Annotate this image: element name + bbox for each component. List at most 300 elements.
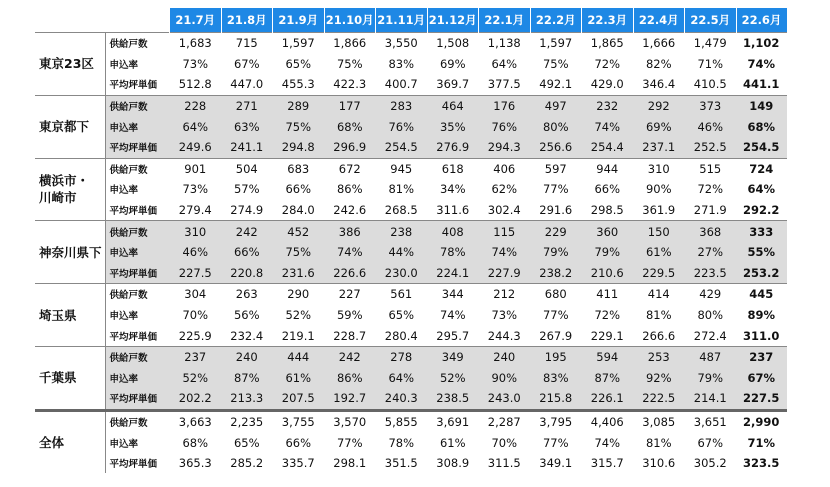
value-cell: 210.6 — [582, 263, 634, 284]
value-cell: 373 — [685, 95, 737, 116]
value-cell: 35% — [427, 116, 479, 137]
value-cell: 680 — [530, 284, 582, 305]
value-cell: 115 — [479, 221, 531, 242]
value-cell: 73% — [182, 182, 209, 197]
value-cell: 243.0 — [479, 388, 531, 410]
value-cell: 80% — [697, 308, 724, 323]
value-cell: 66% — [594, 182, 621, 197]
region-label: 神奈川県下 — [35, 221, 105, 284]
value-cell: 214.1 — [685, 388, 737, 410]
region-group — [35, 346, 787, 410]
value-cell: 304 — [170, 284, 222, 305]
value-cell: 83% — [388, 56, 415, 71]
value-cell: 349 — [427, 346, 479, 367]
value-cell: 295.7 — [436, 328, 470, 343]
value-cell: 294.8 — [273, 137, 325, 158]
value-cell: 901 — [170, 158, 222, 179]
value-cell: 3,691 — [427, 410, 479, 432]
value-cell: 351.5 — [384, 456, 418, 471]
value-cell: 77% — [542, 182, 569, 197]
value-cell: 77% — [336, 435, 363, 450]
value-cell: 225.9 — [178, 328, 212, 343]
value-cell: 254.4 — [582, 137, 634, 158]
value-cell: 271 — [221, 95, 273, 116]
value-cell: 59% — [336, 308, 363, 323]
value-cell: 61% — [439, 435, 466, 450]
value-cell: 66% — [221, 242, 273, 263]
value-cell: 83% — [530, 368, 582, 389]
value-cell: 310 — [633, 158, 685, 179]
value-cell: 89% — [747, 308, 776, 323]
value-cell: 3,755 — [273, 410, 325, 432]
value-cell: 2,235 — [221, 410, 273, 432]
value-cell: 215.8 — [530, 388, 582, 410]
region-group — [35, 284, 787, 347]
value-cell: 241.1 — [221, 137, 273, 158]
value-cell: 1,666 — [633, 33, 685, 54]
value-cell: 1,866 — [324, 33, 376, 54]
region-group — [35, 158, 787, 221]
value-cell: 244.3 — [487, 328, 521, 343]
value-cell: 256.6 — [530, 137, 582, 158]
region-label: 埼玉県 — [35, 284, 105, 347]
value-cell: 46% — [685, 116, 737, 137]
value-cell: 240 — [221, 346, 273, 367]
value-cell: 67% — [233, 56, 260, 71]
value-cell: 3,795 — [530, 410, 582, 432]
column-header: 22.5月 — [685, 8, 737, 33]
region-label: 東京都下 — [35, 95, 105, 158]
value-cell: 79% — [685, 368, 737, 389]
value-cell: 561 — [376, 284, 428, 305]
value-cell: 447.0 — [230, 77, 264, 92]
value-cell: 240 — [479, 346, 531, 367]
value-cell: 276.9 — [427, 137, 479, 158]
value-cell: 311.0 — [743, 328, 780, 343]
value-cell: 411 — [582, 284, 634, 305]
value-cell: 227.5 — [170, 263, 222, 284]
value-cell: 149 — [736, 95, 787, 116]
value-cell: 232 — [582, 95, 634, 116]
table-row — [35, 95, 787, 116]
value-cell: 333 — [736, 221, 787, 242]
value-cell: 74% — [594, 435, 621, 450]
value-cell: 62% — [491, 182, 518, 197]
value-cell: 81% — [388, 182, 415, 197]
value-cell: 249.6 — [170, 137, 222, 158]
value-cell: 90% — [645, 182, 672, 197]
region-group — [35, 410, 787, 473]
value-cell: 311.5 — [487, 456, 521, 471]
value-cell: 4,406 — [582, 410, 634, 432]
column-header: 21.9月 — [273, 8, 325, 33]
value-cell: 242 — [221, 221, 273, 242]
value-cell: 3,663 — [170, 410, 222, 432]
value-cell: 195 — [530, 346, 582, 367]
value-cell: 1,508 — [427, 33, 479, 54]
value-cell: 70% — [182, 308, 209, 323]
metric-label: 平均坪単価 — [109, 459, 158, 471]
value-cell: 176 — [479, 95, 531, 116]
value-cell: 74% — [747, 56, 776, 71]
value-cell: 222.5 — [633, 388, 685, 410]
value-cell: 46% — [170, 242, 222, 263]
value-cell: 291.6 — [539, 203, 573, 218]
value-cell: 68% — [324, 116, 376, 137]
value-cell: 278 — [376, 346, 428, 367]
value-cell: 64% — [376, 368, 428, 389]
value-cell: 298.1 — [333, 456, 367, 471]
value-cell: 76% — [376, 116, 428, 137]
value-cell: 73% — [182, 56, 209, 71]
value-cell: 228.7 — [333, 328, 367, 343]
value-cell: 220.8 — [221, 263, 273, 284]
value-cell: 150 — [633, 221, 685, 242]
value-cell: 464 — [427, 95, 479, 116]
column-header: 22.4月 — [633, 8, 685, 33]
value-cell: 227.5 — [736, 388, 787, 410]
metric-label: 供給戸数 — [105, 95, 170, 116]
value-cell: 64% — [491, 56, 518, 71]
metric-label: 平均坪単価 — [105, 137, 170, 158]
value-cell: 52% — [285, 308, 312, 323]
value-cell: 253 — [633, 346, 685, 367]
column-header: 21.8月 — [221, 8, 273, 33]
value-cell: 87% — [582, 368, 634, 389]
value-cell: 177 — [324, 95, 376, 116]
value-cell: 75% — [336, 56, 363, 71]
value-cell: 2,287 — [479, 410, 531, 432]
value-cell: 79% — [530, 242, 582, 263]
value-cell: 369.7 — [436, 77, 470, 92]
value-cell: 61% — [273, 368, 325, 389]
value-cell: 69% — [633, 116, 685, 137]
value-cell: 65% — [233, 435, 260, 450]
value-cell: 1,597 — [273, 33, 325, 54]
value-cell: 335.7 — [281, 456, 315, 471]
metric-label: 平均坪単価 — [109, 80, 158, 92]
value-cell: 311.6 — [436, 203, 470, 218]
table-row — [35, 263, 787, 284]
value-cell: 192.7 — [324, 388, 376, 410]
value-cell: 71% — [697, 56, 724, 71]
value-cell: 377.5 — [487, 77, 521, 92]
value-cell: 497 — [530, 95, 582, 116]
value-cell: 68% — [736, 116, 787, 137]
value-cell: 238.2 — [530, 263, 582, 284]
value-cell: 945 — [376, 158, 428, 179]
value-cell: 308.9 — [436, 456, 470, 471]
table-row — [35, 388, 787, 410]
value-cell: 63% — [221, 116, 273, 137]
value-cell: 86% — [324, 368, 376, 389]
table-row — [35, 179, 787, 200]
value-cell: 3,550 — [376, 33, 428, 54]
metric-label: 供給戸数 — [105, 284, 170, 305]
value-cell: 3,570 — [324, 410, 376, 432]
table-row — [35, 432, 787, 453]
value-cell: 72% — [594, 308, 621, 323]
value-cell: 3,651 — [685, 410, 737, 432]
metric-label: 供給戸数 — [105, 33, 170, 54]
value-cell: 271.9 — [693, 203, 727, 218]
table-row — [35, 158, 787, 179]
metric-label: 平均坪単価 — [109, 331, 158, 343]
value-cell: 223.5 — [685, 263, 737, 284]
value-cell: 365.3 — [178, 456, 212, 471]
metric-label: 申込率 — [109, 185, 139, 197]
value-cell: 266.6 — [642, 328, 676, 343]
table-row — [35, 54, 787, 75]
value-cell: 52% — [170, 368, 222, 389]
table-row — [35, 74, 787, 95]
value-cell: 237 — [736, 346, 787, 367]
value-cell: 1,865 — [582, 33, 634, 54]
value-cell: 55% — [736, 242, 787, 263]
table-row — [35, 242, 787, 263]
value-cell: 65% — [388, 308, 415, 323]
value-cell: 267.9 — [539, 328, 573, 343]
value-cell: 74% — [324, 242, 376, 263]
value-cell: 268.5 — [384, 203, 418, 218]
value-cell: 400.7 — [384, 77, 418, 92]
value-cell: 228 — [170, 95, 222, 116]
metric-label: 供給戸数 — [105, 158, 170, 179]
corner-cell — [35, 8, 105, 33]
value-cell: 618 — [427, 158, 479, 179]
value-cell: 226.6 — [324, 263, 376, 284]
value-cell: 202.2 — [170, 388, 222, 410]
metric-label: 供給戸数 — [105, 221, 170, 242]
header-row — [35, 8, 787, 33]
value-cell: 61% — [633, 242, 685, 263]
value-cell: 289 — [273, 95, 325, 116]
value-cell: 78% — [388, 435, 415, 450]
value-cell: 80% — [530, 116, 582, 137]
value-cell: 323.5 — [743, 456, 780, 471]
metric-label: 申込率 — [109, 311, 139, 323]
value-cell: 78% — [427, 242, 479, 263]
value-cell: 224.1 — [427, 263, 479, 284]
value-cell: 64% — [170, 116, 222, 137]
column-header: 22.3月 — [582, 8, 634, 33]
value-cell: 315.7 — [590, 456, 624, 471]
value-cell: 77% — [542, 435, 569, 450]
value-cell: 414 — [633, 284, 685, 305]
value-cell: 1,102 — [736, 33, 787, 54]
value-cell: 92% — [633, 368, 685, 389]
value-cell: 1,138 — [479, 33, 531, 54]
value-cell: 57% — [233, 182, 260, 197]
table-row — [35, 346, 787, 367]
table-row — [35, 284, 787, 305]
value-cell: 285.2 — [230, 456, 264, 471]
metric-label: 申込率 — [109, 59, 139, 71]
table-row — [35, 305, 787, 326]
value-cell: 212 — [479, 284, 531, 305]
metric-label: 申込率 — [105, 116, 170, 137]
value-cell: 237.1 — [633, 137, 685, 158]
value-cell: 3,085 — [633, 410, 685, 432]
value-cell: 82% — [645, 56, 672, 71]
value-cell: 441.1 — [743, 77, 780, 92]
value-cell: 5,855 — [376, 410, 428, 432]
value-cell: 229.5 — [633, 263, 685, 284]
value-cell: 408 — [427, 221, 479, 242]
value-cell: 74% — [479, 242, 531, 263]
value-cell: 284.0 — [281, 203, 315, 218]
value-cell: 72% — [594, 56, 621, 71]
table-row — [35, 368, 787, 389]
value-cell: 90% — [479, 368, 531, 389]
region-label: 千葉県 — [35, 346, 105, 410]
value-cell: 283 — [376, 95, 428, 116]
value-cell: 75% — [542, 56, 569, 71]
value-cell: 67% — [736, 368, 787, 389]
value-cell: 492.1 — [539, 77, 573, 92]
value-cell: 74% — [582, 116, 634, 137]
table-row — [35, 33, 787, 54]
table-row — [35, 116, 787, 137]
value-cell: 294.3 — [479, 137, 531, 158]
value-cell: 207.5 — [273, 388, 325, 410]
value-cell: 219.1 — [281, 328, 315, 343]
value-cell: 75% — [273, 116, 325, 137]
metric-label: 供給戸数 — [105, 346, 170, 367]
value-cell: 227 — [324, 284, 376, 305]
value-cell: 422.3 — [333, 77, 367, 92]
value-cell: 272.4 — [693, 328, 727, 343]
value-cell: 310.6 — [642, 456, 676, 471]
value-cell: 226.1 — [582, 388, 634, 410]
value-cell: 292.2 — [743, 203, 780, 218]
value-cell: 290 — [273, 284, 325, 305]
region-label: 全体 — [35, 410, 105, 473]
table-row — [35, 221, 787, 242]
metric-label: 申込率 — [109, 438, 139, 450]
value-cell: 229 — [530, 221, 582, 242]
value-cell: 253.2 — [736, 263, 787, 284]
value-cell: 944 — [582, 158, 634, 179]
value-cell: 240.3 — [376, 388, 428, 410]
value-cell: 410.5 — [693, 77, 727, 92]
value-cell: 360 — [582, 221, 634, 242]
value-cell: 406 — [479, 158, 531, 179]
value-cell: 67% — [697, 435, 724, 450]
column-header: 22.1月 — [479, 8, 531, 33]
value-cell: 445 — [736, 284, 787, 305]
table-row — [35, 200, 787, 221]
value-cell: 344 — [427, 284, 479, 305]
region-label: 東京23区 — [35, 33, 105, 96]
value-cell: 274.9 — [230, 203, 264, 218]
value-cell: 597 — [530, 158, 582, 179]
value-cell: 69% — [439, 56, 466, 71]
value-cell: 515 — [685, 158, 737, 179]
value-cell: 65% — [285, 56, 312, 71]
value-cell: 81% — [645, 435, 672, 450]
table-row — [35, 453, 787, 474]
value-cell: 292 — [633, 95, 685, 116]
value-cell: 81% — [645, 308, 672, 323]
value-cell: 349.1 — [539, 456, 573, 471]
value-cell: 237 — [170, 346, 222, 367]
value-cell: 27% — [685, 242, 737, 263]
value-cell: 254.5 — [376, 137, 428, 158]
column-header: 21.10月 — [324, 8, 376, 33]
value-cell: 238.5 — [427, 388, 479, 410]
value-cell: 444 — [273, 346, 325, 367]
value-cell: 279.4 — [178, 203, 212, 218]
value-cell: 280.4 — [384, 328, 418, 343]
value-cell: 310 — [170, 221, 222, 242]
metric-label: 供給戸数 — [105, 410, 170, 432]
column-header: 21.11月 — [376, 8, 428, 33]
value-cell: 429.0 — [590, 77, 624, 92]
value-cell: 252.5 — [685, 137, 737, 158]
value-cell: 672 — [324, 158, 376, 179]
column-header: 21.7月 — [170, 8, 222, 33]
table-row — [35, 325, 787, 346]
value-cell: 715 — [221, 33, 273, 54]
value-cell: 242.6 — [333, 203, 367, 218]
column-header: 22.2月 — [530, 8, 582, 33]
value-cell: 68% — [182, 435, 209, 450]
value-cell: 1,479 — [685, 33, 737, 54]
value-cell: 594 — [582, 346, 634, 367]
market-data-table — [35, 8, 787, 473]
column-header: 21.12月 — [427, 8, 479, 33]
value-cell: 229.1 — [590, 328, 624, 343]
value-cell: 227.9 — [479, 263, 531, 284]
value-cell: 230.0 — [376, 263, 428, 284]
value-cell: 429 — [685, 284, 737, 305]
value-cell: 76% — [479, 116, 531, 137]
value-cell: 72% — [697, 182, 724, 197]
value-cell: 77% — [542, 308, 569, 323]
value-cell: 242 — [324, 346, 376, 367]
value-cell: 44% — [376, 242, 428, 263]
value-cell: 452 — [273, 221, 325, 242]
value-cell: 263 — [221, 284, 273, 305]
region-group — [35, 95, 787, 158]
table-row — [35, 410, 787, 432]
value-cell: 683 — [273, 158, 325, 179]
metric-label: 平均坪単価 — [109, 206, 158, 218]
value-cell: 487 — [685, 346, 737, 367]
value-cell: 1,597 — [530, 33, 582, 54]
value-cell: 1,683 — [170, 33, 222, 54]
value-cell: 66% — [285, 182, 312, 197]
value-cell: 298.5 — [590, 203, 624, 218]
value-cell: 73% — [491, 308, 518, 323]
value-cell: 56% — [233, 308, 260, 323]
value-cell: 504 — [221, 158, 273, 179]
value-cell: 512.8 — [178, 77, 212, 92]
value-cell: 52% — [427, 368, 479, 389]
value-cell: 386 — [324, 221, 376, 242]
value-cell: 66% — [285, 435, 312, 450]
metric-header-cell — [105, 8, 170, 33]
value-cell: 302.4 — [487, 203, 521, 218]
value-cell: 455.3 — [281, 77, 315, 92]
value-cell: 87% — [221, 368, 273, 389]
column-header: 22.6月 — [736, 8, 787, 33]
value-cell: 361.9 — [642, 203, 676, 218]
value-cell: 2,990 — [736, 410, 787, 432]
value-cell: 724 — [736, 158, 787, 179]
region-group — [35, 221, 787, 284]
